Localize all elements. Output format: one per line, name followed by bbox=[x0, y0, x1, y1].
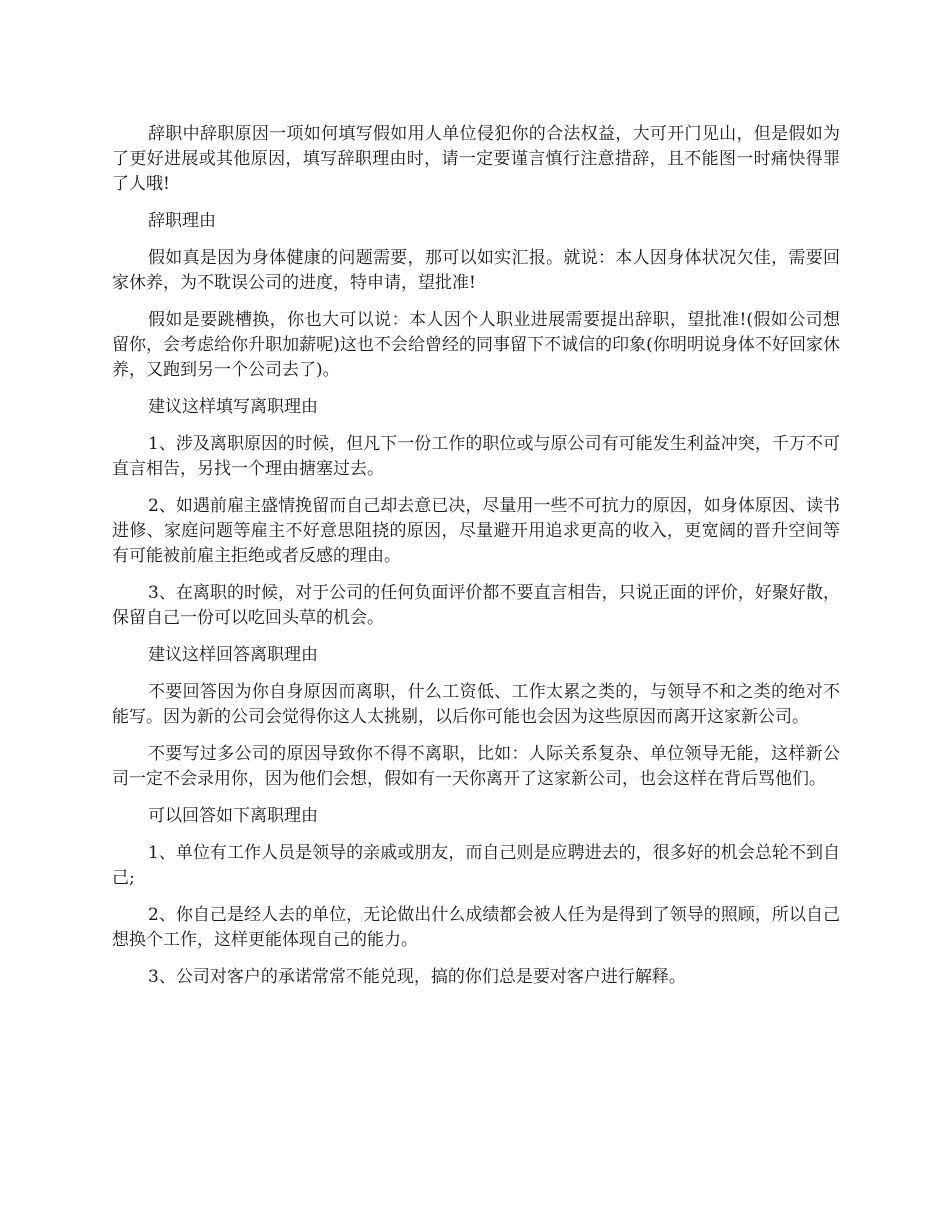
list-item-fill-1: 1、涉及离职原因的时候，但凡下一份工作的职位或与原公司有可能发生利益冲突，千万不可直言相告，另找一个理由搪塞过去。 bbox=[112, 434, 840, 479]
list-item-answer-1: 1、单位有工作人员是领导的亲戚或朋友，而自己则是应聘进去的，很多好的机会总轮不到自己; bbox=[112, 843, 840, 888]
list-item-answer-2: 2、你自己是经人去的单位，无论做出什么成绩都会被人任为是得到了领导的照顾，所以自己想换个工作，这样更能体现自己的能力。 bbox=[112, 905, 840, 950]
paragraph-job-change-reason: 假如是要跳槽换，你也大可以说：本人因个人职业进展需要提出辞职，望批准!(假如公司想留你，会考虑给你升职加薪呢)这也不会给曾经的同事留下不诚信的印象(你明明说身体不好回家休养，又跑到另一个公司去了)。 bbox=[112, 310, 840, 380]
section-heading-answer-suggestion: 建议这样回答离职理由 bbox=[148, 645, 318, 665]
paragraph-dont-self-reason: 不要回答因为你自身原因而离职，什么工资低、工作太累之类的，与领导不和之类的绝对不能写。因为新的公司会觉得你这人太挑剔，以后你可能也会因为这些原因而离开这家新公司。 bbox=[112, 682, 840, 727]
list-item-fill-3: 3、在离职的时候，对于公司的任何负面评价都不要直言相告，只说正面的评价，好聚好散，保留自己一份可以吃回头草的机会。 bbox=[112, 583, 840, 628]
intro-paragraph: 辞职中辞职原因一项如何填写假如用人单位侵犯你的合法权益，大可开门见山，但是假如为了更好进展或其他原因，填写辞职理由时，请一定要谨言慎行注意措辞，且不能图一时痛快得罪了人哦! bbox=[112, 124, 840, 194]
section-heading-possible-answers: 可以回答如下离职理由 bbox=[148, 806, 318, 826]
paragraph-dont-company-reason: 不要写过多公司的原因导致你不得不离职，比如：人际关系复杂、单位领导无能，这样新公司一定不会录用你，因为他们会想，假如有一天你离开了这家新公司，也会这样在背后骂他们。 bbox=[112, 744, 840, 789]
section-heading-resignation-reason: 辞职理由 bbox=[148, 211, 216, 231]
section-heading-fill-suggestion: 建议这样填写离职理由 bbox=[148, 397, 318, 417]
paragraph-health-reason: 假如真是因为身体健康的问题需要，那可以如实汇报。就说：本人因身体状况欠佳，需要回家休养，为不耽误公司的进度，特申请，望批准! bbox=[112, 248, 840, 293]
document-page bbox=[112, 122, 840, 1002]
list-item-fill-2: 2、如遇前雇主盛情挽留而自己却去意已决，尽量用一些不可抗力的原因，如身体原因、读书进修、家庭问题等雇主不好意思阻挠的原因，尽量避开用追求更高的收入，更宽阔的晋升空间等有可能被前雇主拒绝或者反感的理由。 bbox=[112, 496, 840, 566]
list-item-answer-3: 3、公司对客户的承诺常常不能兑现，搞的你们总是要对客户进行解释。 bbox=[148, 967, 686, 987]
